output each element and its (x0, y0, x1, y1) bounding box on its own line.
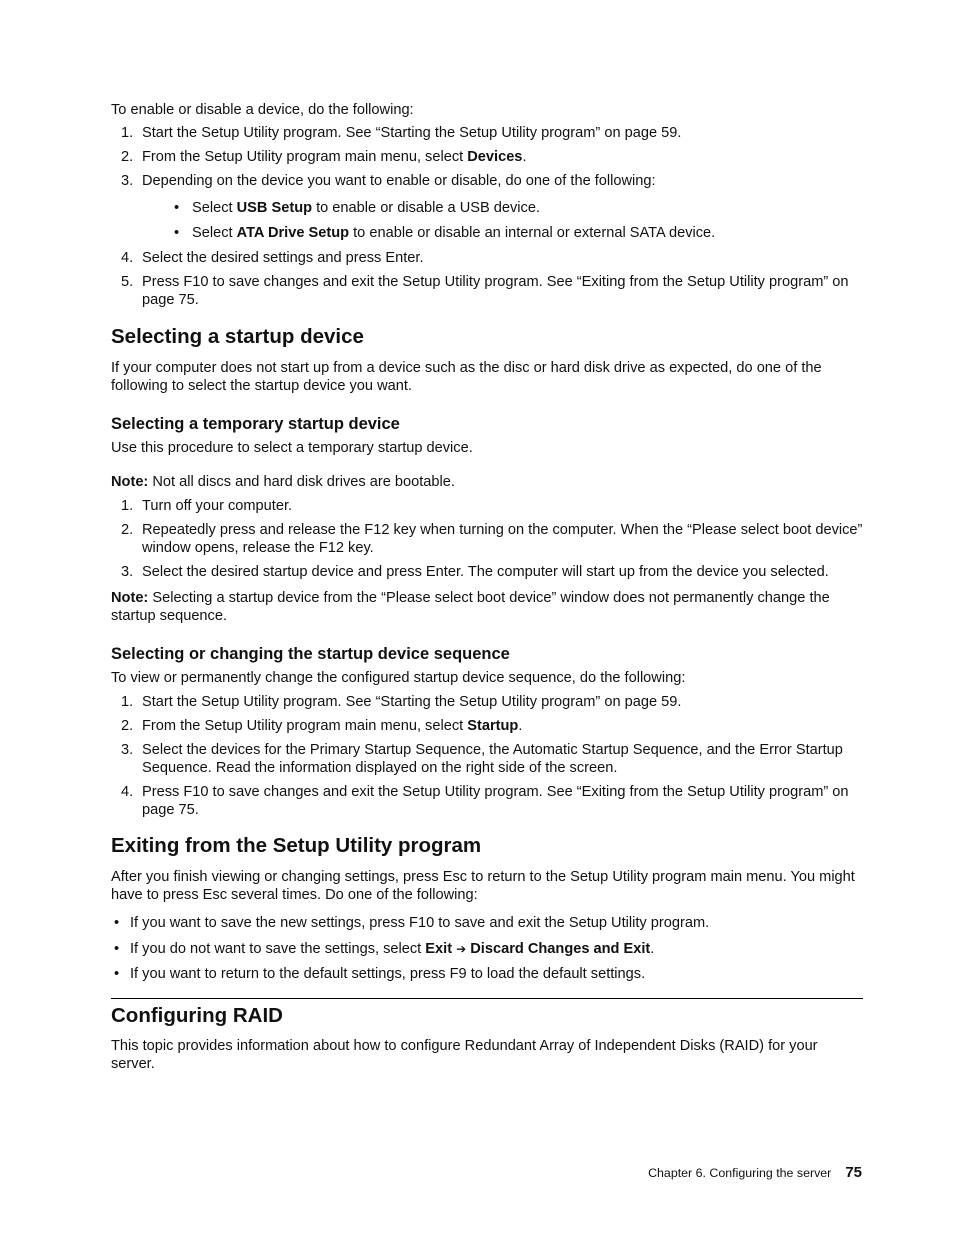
list-item (111, 693, 863, 711)
bullet-icon: • (114, 966, 120, 982)
bullet-text: If you want to save the new settings, press F10 to save and exit the Setup Utility program. (130, 915, 710, 931)
step-text: Start the Setup Utility program. See “Starting the Setup Utility program” on page 59. (142, 125, 682, 141)
note-label: Note: (111, 590, 149, 606)
section-divider (111, 998, 863, 999)
note-text: Not all discs and hard disk drives are bootable. (148, 474, 455, 490)
step-number: 2. (121, 522, 134, 538)
step-number: 5. (121, 274, 134, 290)
list-item (111, 783, 863, 819)
step-text: Depending on the device you want to enable or disable, do one of the following: (142, 173, 656, 189)
document-page (111, 101, 863, 1073)
step-number: 3. (121, 173, 134, 189)
step-text-end: . (522, 149, 527, 165)
menu-discard-changes-and-exit: Discard Changes and Exit (470, 940, 651, 957)
list-item (111, 741, 863, 777)
step-text: Select the desired settings and press Enter. (142, 250, 424, 266)
menu-usb-setup: USB Setup (236, 200, 313, 216)
list-item (142, 224, 863, 242)
step-number: 1. (121, 498, 134, 514)
note-boot-window (111, 589, 863, 625)
heading-exiting-setup-utility: Exiting from the Setup Utility program (111, 834, 482, 857)
arrow-icon: ➔ (456, 941, 467, 956)
note-bootable (111, 473, 863, 491)
step-number: 4. (121, 250, 134, 266)
step-text: Turn off your computer. (142, 498, 293, 514)
list-item (111, 148, 863, 166)
list-item (111, 497, 863, 515)
bullet-text: Select (192, 225, 237, 241)
step-text: Press F10 to save changes and exit the Setup Utility program. See “Exiting from the Setup Utility program” on page 75. (142, 274, 849, 308)
device-sub-bullets (142, 199, 863, 242)
page-footer (648, 1163, 862, 1183)
bullet-icon: • (174, 225, 180, 241)
step-text: From the Setup Utility program main menu, select (142, 149, 468, 165)
list-item (111, 717, 863, 735)
note-label: Note: (111, 474, 149, 490)
menu-exit: Exit (425, 940, 453, 957)
heading-configuring-raid: Configuring RAID (111, 1004, 283, 1027)
list-item (111, 563, 863, 581)
bullet-icon: • (114, 915, 120, 931)
bullet-text-end: . (650, 940, 655, 957)
step-number: 3. (121, 742, 134, 758)
list-item (111, 249, 863, 267)
step-text: Press F10 to save changes and exit the Setup Utility program. See “Exiting from the Setup Utility program” on page 75. (142, 784, 849, 818)
step-number: 3. (121, 564, 134, 580)
exit-bullets (111, 914, 863, 983)
step-text: Select the devices for the Primary Startup Sequence, the Automatic Startup Sequence, and the Error Startup Sequence. Read the information displayed on the right side of the screen. (142, 742, 843, 776)
list-item (111, 965, 863, 983)
list-item (142, 199, 863, 217)
raid-intro: This topic provides information about how to configure Redundant Array of Independent Disks (RAID) for your server. (111, 1038, 818, 1072)
heading-startup-device-sequence: Selecting or changing the startup device sequence (111, 645, 510, 663)
step-text: Select the desired startup device and press Enter. The computer will start up from the device you selected. (142, 564, 829, 580)
step-text: Start the Setup Utility program. See “Starting the Setup Utility program” on page 59. (142, 694, 682, 710)
list-item (111, 273, 863, 309)
step-text-end: . (518, 718, 523, 734)
bullet-text-end: to enable or disable an internal or external SATA device. (349, 225, 716, 241)
page-number: 75 (845, 1164, 862, 1181)
bullet-text: Select (192, 200, 237, 216)
bullet-text: If you do not want to save the settings, select (130, 940, 426, 957)
list-item (111, 940, 863, 958)
menu-devices: Devices (467, 149, 523, 165)
bullet-icon: • (114, 940, 120, 957)
step-number: 1. (121, 694, 134, 710)
sequence-intro: To view or permanently change the configured startup device sequence, do the following: (111, 670, 686, 686)
temporary-intro: Use this procedure to select a temporary startup device. (111, 440, 473, 456)
startup-intro: If your computer does not start up from a device such as the disc or hard disk drive as expected, do one of the following to select the startup device you want. (111, 360, 822, 394)
temporary-steps (111, 497, 863, 581)
step-number: 4. (121, 784, 134, 800)
heading-temporary-startup-device: Selecting a temporary startup device (111, 415, 400, 433)
menu-startup: Startup (467, 718, 519, 734)
exit-intro: After you finish viewing or changing settings, press Esc to return to the Setup Utility program main menu. You might have to press Esc several times. Do one of the following: (111, 869, 855, 903)
sequence-steps (111, 693, 863, 819)
footer-chapter: Chapter 6. Configuring the server (648, 1166, 832, 1180)
list-item (111, 521, 863, 557)
step-number: 2. (121, 718, 134, 734)
step-number: 1. (121, 125, 134, 141)
menu-ata-drive-setup: ATA Drive Setup (236, 225, 350, 241)
bullet-icon: • (174, 200, 180, 216)
heading-selecting-startup-device: Selecting a startup device (111, 325, 364, 348)
step-number: 2. (121, 149, 134, 165)
enable-steps (111, 124, 863, 309)
note-text: Selecting a startup device from the “Please select boot device” window does not permanently change the startup sequence. (111, 590, 830, 624)
bullet-text-end: to enable or disable a USB device. (312, 200, 540, 216)
list-item (111, 172, 863, 242)
list-item (111, 124, 863, 142)
enable-intro: To enable or disable a device, do the following: (111, 102, 414, 118)
bullet-text: If you want to return to the default settings, press F9 to load the default settings. (130, 966, 646, 982)
step-text: From the Setup Utility program main menu, select (142, 718, 468, 734)
step-text: Repeatedly press and release the F12 key when turning on the computer. When the “Please select boot device” window opens, release the F12 key. (142, 522, 863, 556)
list-item (111, 914, 863, 932)
